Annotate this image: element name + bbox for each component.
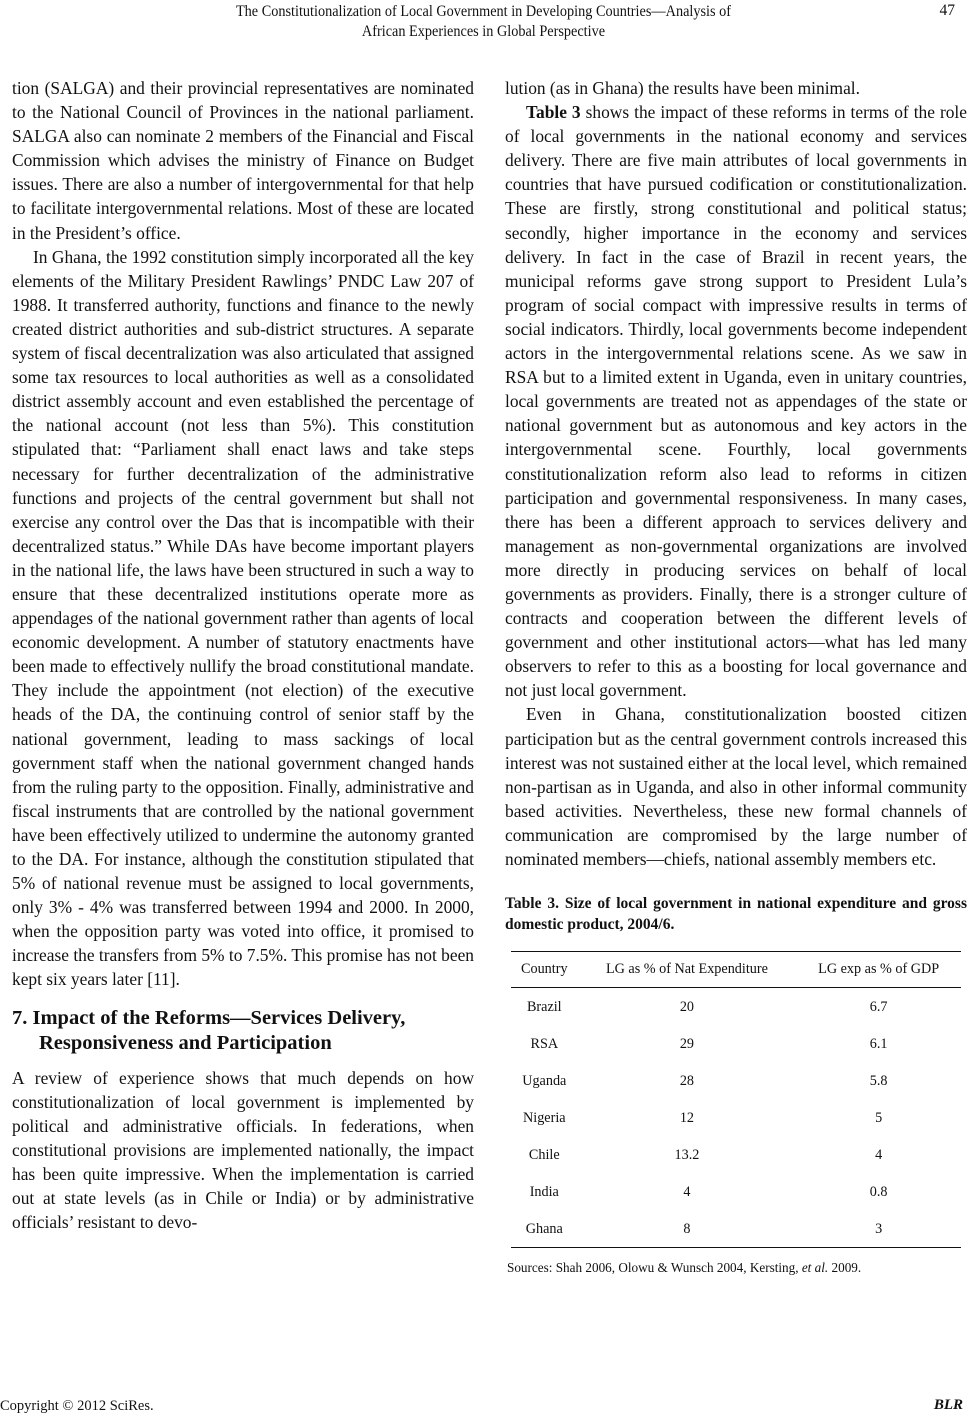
paragraph: tion (SALGA) and their provincial representatives are nominated to the National Council of Provinces in the national parliament. SALGA also can nominate 2 members of the Financial and Fiscal Commission which advises the ministry of Finance on Budget issues. There are also a number of intergovernmental for that help to facilitate intergovernmental relations. Most of these are located in the President’s office. bbox=[12, 78, 474, 243]
cell-nat-exp: 4 bbox=[683, 1183, 691, 1200]
cell-gdp: 0.8 bbox=[869, 1183, 888, 1200]
left-column bbox=[12, 76, 474, 1234]
table-row bbox=[511, 1025, 961, 1062]
journal-abbreviation: BLR bbox=[933, 1397, 963, 1413]
column-header: LG exp as % of GDP bbox=[796, 952, 961, 988]
cell-gdp: 5.8 bbox=[869, 1072, 888, 1089]
paragraph bbox=[505, 100, 967, 702]
running-title-line-2: African Experiences in Global Perspective bbox=[361, 23, 606, 40]
cell-nat-exp: 28 bbox=[679, 1072, 695, 1089]
table-row bbox=[511, 1062, 961, 1099]
sources-text-end: 2009. bbox=[828, 1260, 862, 1276]
table-row bbox=[511, 1136, 961, 1173]
paragraph: In Ghana, the 1992 constitution simply incorporated all the key elements of the Military President Rawlings’ PNDC Law 207 of 1988. It transferred authority, functions and finance to the newly created district authorities and sub-district structures. A separate system of fiscal decentralization was also articulated that assigned some tax resources to local authorities as well as a consolidated district assembly account and even established the percentage of the national account (not less than 5%). This constitution stipulated that: “Parliament shall enact laws and take steps necessary for further decentralization of the administrative functions and projects of the central government but shall not exercise any control over the Das that is incompatible with their decentralized status.” While DAs have become important players in the national life, the laws have been structured in such a way to ensure that these decentralized institutions operate more as appendages of the national government rather than agents of local economic development. A number of statutory enactments have been made to effectively nullify the broad constitutional mandate. They include the appointment (not election) of the executive heads of the DA, the continuing control of senior staff by the national government, leading to mass sackings of local government staff when the national government changed hands from the ruling party to the opposition. Finally, administrative and fiscal instruments that are controlled by the national government have been effectively utilized to undermine the autonomy granted to the DA. For instance, although the constitution stipulated that 5% of national revenue must be assigned to local governments, only 3% - 4% was transferred between 1994 and 2000. In 2000, when the opposition party was voted into office, it promised to increase the transfers from 5% to 7.5%. This promise has not been kept six years later [11]. bbox=[12, 246, 474, 990]
cell-country: India bbox=[529, 1183, 559, 1200]
column-header: Country bbox=[511, 952, 578, 988]
column-header: LG as % of Nat Expenditure bbox=[578, 952, 797, 988]
cell-nat-exp: 13.2 bbox=[674, 1146, 700, 1163]
data-table bbox=[511, 951, 961, 1248]
sources-text: Sources: Shah 2006, Olowu & Wunsch 2004, Kersting, bbox=[507, 1260, 802, 1276]
page-number: 47 bbox=[939, 2, 955, 19]
cell-nat-exp: 12 bbox=[679, 1109, 695, 1126]
cell-gdp: 5 bbox=[875, 1109, 883, 1126]
running-header bbox=[39, 2, 929, 42]
cell-gdp: 3 bbox=[796, 1210, 961, 1248]
cell-nat-exp: 8 bbox=[578, 1210, 797, 1248]
cell-country: RSA bbox=[530, 1035, 559, 1052]
table-row bbox=[511, 1210, 961, 1248]
paragraph: A review of experience shows that much depends on how constitutionalization of local government is implemented by political and administrative officials. In federations, when constitutional provisions are implemented nationally, the impact has been quite impressive. When the implementation is carried out at state levels (as in Chile or India) or by administrative officials’ resistant to devo- bbox=[12, 1067, 474, 1233]
table-header-row bbox=[511, 952, 961, 988]
copyright-notice: Copyright © 2012 SciRes. bbox=[0, 1398, 154, 1414]
cell-country: Brazil bbox=[526, 998, 562, 1015]
table-sources-note bbox=[507, 1256, 967, 1280]
cell-country: Nigeria bbox=[523, 1109, 566, 1126]
table-row bbox=[511, 988, 961, 1026]
table-caption: Table 3. Size of local government in national expenditure and gross domestic product, 2004/6. bbox=[505, 895, 967, 934]
table-row bbox=[511, 1099, 961, 1136]
paragraph-text: shows the impact of these reforms in terms of the role of local governments in the national economy and services delivery. There are five main attributes of local governments in countries that have pursued codification or constitutionalization. These are firstly, strong constitutional and political status; secondly, higher importance in the economy and services delivery. In fact in the case of Brazil in recent years, the municipal reforms gave strong support to President Lula’s program of social compact with impressive results in terms of social indicators. Thirdly, local governments become independent actors in the intergovernmental relations scene. As we saw in RSA but to a limited extent in Uganda, even in unitary countries, local governments are treated not as appendages of the state or national government but as autonomous and key actors in the intergovernmental scene. Fourthly, local governments constitutionalization reform also lead to reforms in citizen participation and governmental responsiveness. In many cases, there has been a different approach to services delivery and management as non-governmental organizations are involved more directly in producing services on behalf of local governments as providers. Finally, there is a stronger culture of contracts and cooperation between the different levels of government and other institutional actors—what has led many observers to refer to this as a boosting for local governance and not just local government. bbox=[505, 102, 967, 701]
sources-italic: et al. bbox=[801, 1260, 829, 1276]
running-title-line-1: The Constitutionalization of Local Government in Developing Countries—Analysis of bbox=[235, 3, 732, 20]
cell-gdp: 6.1 bbox=[869, 1035, 888, 1052]
cell-nat-exp: 29 bbox=[679, 1035, 695, 1052]
right-column bbox=[505, 76, 967, 1280]
cell-nat-exp: 20 bbox=[679, 998, 695, 1015]
cell-country: Chile bbox=[528, 1146, 560, 1163]
table-reference-link[interactable]: Table 3 bbox=[526, 102, 581, 123]
cell-gdp: 6.7 bbox=[869, 998, 888, 1015]
table-row bbox=[511, 1173, 961, 1210]
paragraph: lution (as in Ghana) the results have been minimal. bbox=[505, 78, 860, 98]
section-heading: 7. Impact of the Reforms—Services Delivery, Responsiveness and Participation bbox=[12, 1006, 406, 1054]
cell-country: Ghana bbox=[511, 1210, 578, 1248]
cell-gdp: 4 bbox=[875, 1146, 883, 1163]
cell-country: Uganda bbox=[522, 1072, 567, 1089]
paragraph: Even in Ghana, constitutionalization boosted citizen participation but as the central government controls increased this interest was not sustained either at the local level, which remained non-partisan as in Uganda, and also in other informal community based activities. Nevertheless, these new formal channels of communication are compromised by the large number of nominated members—chiefs, national assembly members etc. bbox=[505, 704, 967, 869]
